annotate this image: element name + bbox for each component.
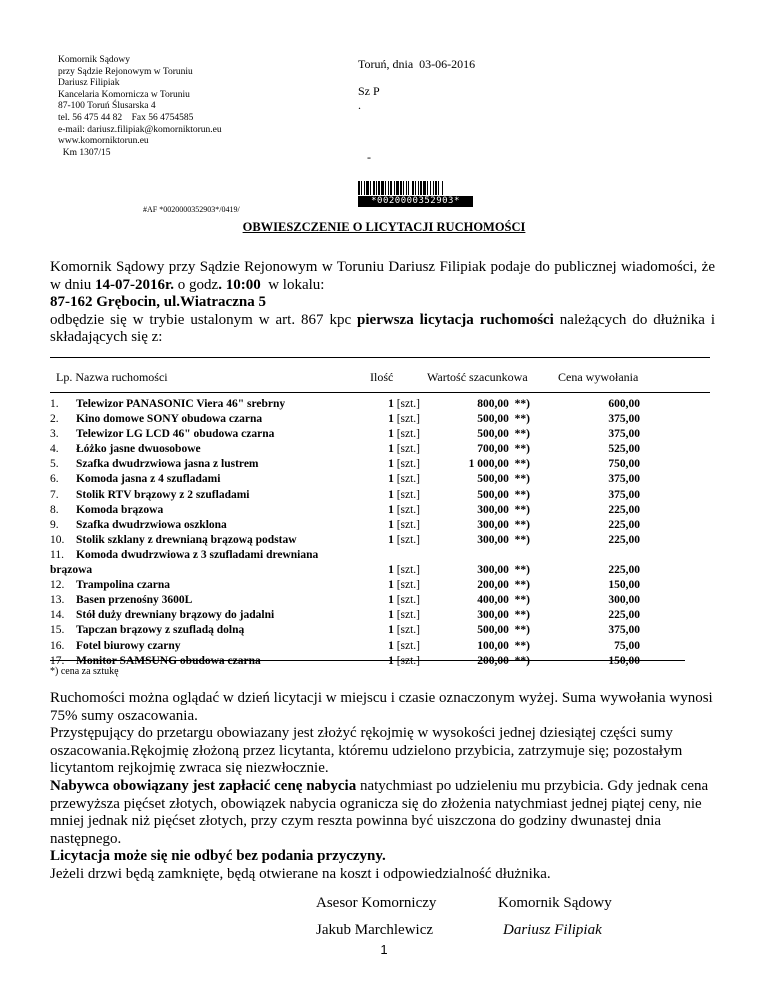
quantity-unit: [szt.] [393,473,420,486]
spacer [560,548,640,563]
page-number: 1 [380,942,388,957]
sender-line: 87-100 Toruń Ślusarska 4 [58,101,156,112]
intro-text-e: należących do dłużnika i składających się z: [50,311,716,345]
barcode-text: *0020000352903* [358,196,473,207]
item-price: 375,00 [608,428,640,441]
row-number: 14. [50,609,65,622]
divider [50,660,685,661]
paragraph [50,848,715,866]
signature-right-name: Dariusz Filipiak [503,922,602,938]
row-number: 17. [50,654,65,667]
intro-text-a: Komornik Sądowy przy Sądzie Rejonowym w Toruniu Dariusz Filipiak podaje do publicznej wiadomości, że w dniu [50,259,715,293]
auction-type: pierwsza licytacja ruchomości [357,311,554,328]
column-names [50,397,350,669]
item-value: 300,00 **) [477,564,530,577]
item-name: Monitor SAMSUNG obudowa czarna [76,654,261,667]
item-value: 300,00 **) [477,503,530,516]
auction-time: . 10:00 [218,276,261,293]
quantity-value: 1 [388,564,394,577]
paragraph-bold: Licytacja może się nie odbyć bez podania przyczyny. [50,848,386,865]
item-name: Szafka dwudrzwiowa oszklona [76,518,227,531]
item-value: 500,00 **) [477,473,530,486]
item-value: 700,00 **) [477,443,530,456]
item-name: Fotel biurowy czarny [76,639,181,652]
quantity-value: 1 [388,458,394,471]
quantity-unit: [szt.] [393,443,420,456]
signature-left-title: Asesor Komorniczy [316,895,437,911]
item-name: Komoda jasna z 4 szufladami [76,473,221,486]
item-name: Kino domowe SONY obudowa czarna [76,413,263,426]
sender-line: tel. 56 475 44 82 Fax 56 4754585 [58,112,194,123]
item-quantity [355,639,420,654]
signature-left-name: Jakub Marchlewicz [316,922,434,938]
item-quantity [355,503,420,518]
item-quantity [355,397,420,412]
item-price: 150,00 [608,654,640,667]
item-quantity [355,578,420,593]
item-value: 500,00 **) [477,413,530,426]
item-value: 300,00 **) [477,533,530,546]
item-value: 300,00 **) [477,518,530,531]
item-name: Komoda brązowa [76,503,164,516]
table-row-name [50,472,350,487]
quantity-value: 1 [388,654,394,667]
quantity-value: 1 [388,624,394,637]
intro-text [50,259,715,347]
item-price: 225,00 [608,503,640,516]
sender-line: e-mail: dariusz.filipiak@komorniktorun.eu [58,124,222,135]
quantity-unit: [szt.] [393,639,420,652]
sender-line: Kancelaria Komornicza w Toruniu [58,89,190,100]
auction-address: 87-162 Grębocin, ul.Wiatraczna 5 [50,294,266,310]
item-value: 300,00 **) [477,609,530,622]
item-price: 225,00 [608,533,640,546]
quantity-unit: [szt.] [393,458,420,471]
item-name: Stolik RTV brązowy z 2 szufladami [76,488,250,501]
barcode [358,181,473,195]
column-price [560,397,640,669]
paragraph: Ruchomości można oglądać w dzień licytacji w miejscu i czasie oznaczonym wyżej. Suma wywołania wynosi 75% sumy oszacowania. [50,690,713,724]
item-quantity [355,533,420,548]
item-value: 500,00 **) [477,624,530,637]
footnote: *) cena za sztukę [50,666,119,677]
paragraph-rest: natychmiast po udzieleniu mu przybicia. Gdy jednak cena przewyższa pięćset złotych, obowiązek nabycia ogranicza się do złożenia natychmiast jednej piątej ceny, nie mniej jednak niż pięćset złotych, przy czym reszta powinna być uiszczona do godziny dwunastej dnia następnego. [50,777,709,847]
table-row-name [50,503,350,518]
item-name: Komoda dwudrzwiowa z 3 szufladami drewniana [76,548,319,561]
item-name: Łóżko jasne dwuosobowe [76,443,201,456]
row-number: 11. [50,548,64,561]
item-value: 1 000,00 **) [468,458,530,471]
quantity-unit: [szt.] [393,518,420,531]
addressee-dot: . [358,98,361,112]
row-number: 9. [50,518,59,531]
table-row-name [50,639,350,654]
row-number: 15. [50,624,65,637]
row-number: 10. [50,533,65,546]
paragraph-bold: Nabywca obowiązany jest zapłacić cenę nabycia [50,777,357,794]
spacer [420,548,530,563]
paragraph: Jeżeli drzwi będą zamknięte, będą otwierane na koszt i odpowiedzialność dłużnika. [50,865,551,882]
quantity-value: 1 [388,398,394,410]
quantity-unit: [szt.] [393,654,420,667]
row-number: 6. [50,473,59,486]
signature-right-title: Komornik Sądowy [498,895,612,911]
item-name: Stolik szklany z drewnianą brązową podstaw [76,533,297,546]
table-row-name [50,442,350,457]
header-value: Wartość szacunkowa [427,370,528,384]
quantity-value: 1 [388,579,394,592]
table-row-name [50,608,350,623]
case-number: Km 1307/15 [58,147,111,158]
row-number: 13. [50,594,65,607]
sender-block [58,55,222,159]
sender-line: przy Sądzie Rejonowym w Toruniu [58,66,193,77]
table-row-name [50,518,350,533]
quantity-unit: [szt.] [393,413,420,426]
quantity-value: 1 [388,428,394,441]
quantity-unit: [szt.] [393,398,420,410]
item-price: 375,00 [608,488,640,501]
item-name: Stół duży drewniany brązowy do jadalni [76,609,275,622]
item-value: 200,00 **) [477,579,530,592]
page-title: OBWIESZCZENIE O LICYTACJI RUCHOMOŚCI [242,220,526,234]
item-price: 150,00 [608,579,640,592]
auction-date: 14-07-2016r. [95,276,175,293]
item-price: 525,00 [608,443,640,456]
item-price: 600,00 [608,398,640,410]
row-number: 16. [50,639,65,652]
quantity-unit: [szt.] [393,624,420,637]
item-price: 225,00 [608,609,640,622]
row-number: 12. [50,579,65,592]
item-quantity [355,457,420,472]
item-quantity [355,563,420,578]
item-quantity [355,442,420,457]
sender-line: Komornik Sądowy [58,55,131,65]
item-price: 75,00 [614,639,640,652]
row-number: 1. [50,398,59,410]
quantity-value: 1 [388,413,394,426]
paragraph: Przystępujący do przetargu obowiazany jest złożyć rękojmię w wysokości jednej dziesiątej części sumy oszacowania.Rękojmię złożoną przez licytanta, któremu udzielono przybicia, zatrzymuje się; pozostałym licytantom rejkojmię zwraca się niezwłocznie. [50,725,683,777]
item-quantity [355,472,420,487]
quantity-unit: [szt.] [393,609,420,622]
item-name: Tapczan brązowy z szufladą dolną [76,624,245,637]
quantity-value: 1 [388,443,394,456]
quantity-unit: [szt.] [393,503,420,516]
column-quantity [355,397,420,669]
table-row-name [50,397,350,412]
header-qty: Ilość [370,370,394,384]
item-price: 225,00 [608,564,640,577]
item-price: 375,00 [608,473,640,486]
quantity-unit: [szt.] [393,428,420,441]
quantity-value: 1 [388,533,394,546]
spacer [355,548,420,563]
item-value: 800,00 **) [477,398,530,410]
quantity-value: 1 [388,488,394,501]
header-price: Cena wywołania [558,370,639,384]
item-value: 100,00 **) [477,639,530,652]
item-quantity [355,608,420,623]
quantity-unit: [szt.] [393,579,420,592]
item-value: 500,00 **) [477,428,530,441]
quantity-unit: [szt.] [393,488,420,501]
table-row-name [50,488,350,503]
table-row-name [50,457,350,472]
item-quantity [355,654,420,669]
body-text [50,690,715,884]
table-row-name [50,533,350,548]
quantity-value: 1 [388,594,394,607]
paragraph [50,778,715,848]
quantity-value: 1 [388,503,394,516]
right-header [358,57,475,112]
barcode-bar [443,181,445,195]
table-row-name [50,427,350,442]
sender-line: www.komorniktorun.eu [58,136,149,147]
item-price: 375,00 [608,624,640,637]
intro-text-c: w lokalu: [260,276,325,293]
quantity-unit: [szt.] [393,533,420,546]
item-value: 400,00 **) [477,594,530,607]
item-quantity [355,427,420,442]
column-value [420,397,530,669]
intro-text-b: o godz [174,276,219,293]
table-row-name [50,578,350,593]
intro-text-d: odbędzie się w trybie ustalonym w art. 867 kpc [50,311,358,328]
item-name: Trampolina czarna [76,579,171,592]
quantity-value: 1 [388,518,394,531]
quantity-value: 1 [388,639,394,652]
table-row-name [50,412,350,427]
item-quantity [355,623,420,638]
item-price: 375,00 [608,413,640,426]
item-price: 300,00 [608,594,640,607]
item-price: 750,00 [608,458,640,471]
table-row-name [50,548,350,563]
item-quantity [355,593,420,608]
quantity-unit: [szt.] [393,564,420,577]
item-name-continued: brązowa [50,564,93,577]
divider [50,357,710,358]
item-name: Basen przenośny 3600L [76,594,193,607]
item-value: 200,00 **) [477,654,530,667]
item-name: Telewizor PANASONIC Viera 46" srebrny [76,398,286,410]
quantity-unit: [szt.] [393,594,420,607]
item-quantity [355,412,420,427]
row-number: 8. [50,503,59,516]
addressee-dash: - [367,150,371,164]
addressee: Sz P [358,84,380,98]
item-price: 225,00 [608,518,640,531]
header-lp-name: Lp. Nazwa ruchomości [56,370,168,384]
row-number: 7. [50,488,59,501]
divider [50,392,710,393]
sender-line: Dariusz Filipiak [58,78,120,89]
quantity-value: 1 [388,473,394,486]
item-value: 500,00 **) [477,488,530,501]
reference-code: #AF *0020000352903*/0419/ [143,205,240,214]
item-quantity [355,488,420,503]
row-number: 5. [50,458,59,471]
row-number: 3. [50,428,59,441]
item-name: Telewizor LG LCD 46" obudowa czarna [76,428,275,441]
table-row-name [50,593,350,608]
item-name: Szafka dwudrzwiowa jasna z lustrem [76,458,259,471]
table-row-name [50,623,350,638]
row-number: 2. [50,413,59,426]
quantity-value: 1 [388,609,394,622]
place-date: Toruń, dnia 03-06-2016 [358,57,476,71]
row-number: 4. [50,443,59,456]
item-quantity [355,518,420,533]
